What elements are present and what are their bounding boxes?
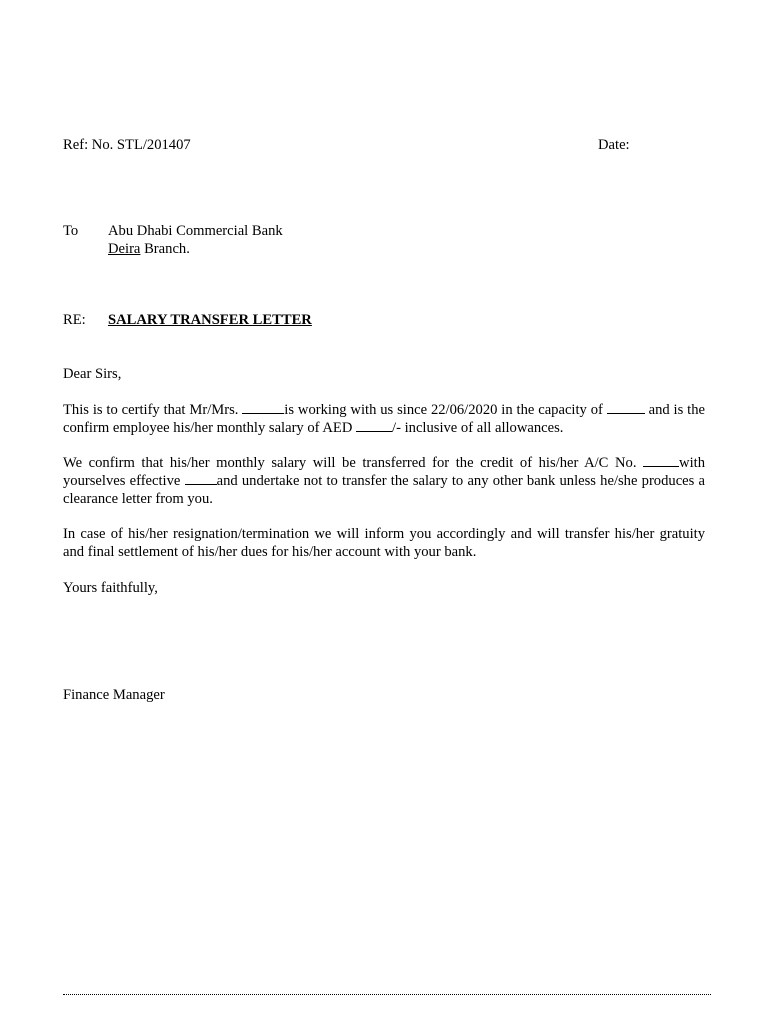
subject-label: RE: xyxy=(63,312,86,328)
p1-text-c: and is the confirm employee his/her monthly salary of AED xyxy=(63,402,709,436)
closing: Yours faithfully, xyxy=(63,580,158,596)
paragraph-certification xyxy=(63,401,709,437)
signer-title: Finance Manager xyxy=(63,687,165,703)
p1-text-b: is working with us since 22/06/2020 in the capacity of xyxy=(284,402,607,418)
branch-name: Deira xyxy=(108,241,141,257)
account-number-blank xyxy=(643,454,679,467)
branch-suffix: Branch. xyxy=(140,241,190,257)
reference-number: Ref: No. STL/201407 xyxy=(63,137,191,153)
p2-text-a: We confirm that his/her monthly salary will be transferred for the credit of his/her A/C No. xyxy=(63,455,644,471)
salary-amount-blank xyxy=(356,419,392,432)
date-label: Date: xyxy=(598,137,630,153)
salutation: Dear Sirs, xyxy=(63,366,122,382)
p1-text-a: This is to certify that Mr/Mrs. xyxy=(63,402,243,418)
bank-name: Abu Dhabi Commercial Bank xyxy=(108,223,283,239)
employee-name-blank xyxy=(242,401,284,414)
p2-text-b: with yourselves effective xyxy=(63,455,709,489)
p2-text-c: and undertake not to transfer the salary to any other bank unless he/she produces a clearance letter from you. xyxy=(63,473,709,507)
recipient-address xyxy=(108,222,283,258)
effective-date-blank xyxy=(185,472,217,485)
paragraph-transfer xyxy=(63,454,709,508)
p1-text-d: /- inclusive of all allowances. xyxy=(392,420,564,436)
capacity-blank xyxy=(607,401,645,414)
footer-divider xyxy=(63,994,711,995)
paragraph-termination: In case of his/her resignation/termination we will inform you accordingly and will transfer his/her gratuity and final settlement of his/her dues for his/her account with your bank. xyxy=(63,526,705,560)
subject-title: SALARY TRANSFER LETTER xyxy=(108,312,312,328)
branch-line xyxy=(108,240,283,258)
to-label: To xyxy=(63,223,79,239)
